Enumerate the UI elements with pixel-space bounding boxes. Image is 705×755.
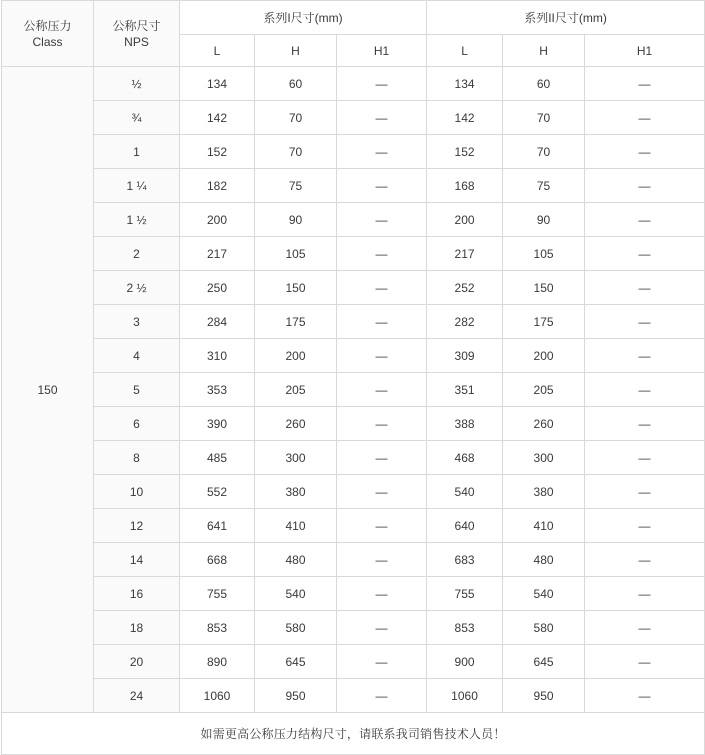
cell-nps: 1 [94, 135, 180, 169]
cell-s1-h1: — [337, 101, 427, 135]
table-row [2, 645, 705, 679]
header-nominal-pressure-cn: 公称压力 [23, 19, 72, 33]
table-row [2, 169, 705, 203]
cell-s2-l: 755 [427, 577, 503, 611]
header-nominal-size-cn: 公称尺寸 [112, 19, 161, 33]
cell-s1-l: 182 [180, 169, 255, 203]
cell-s1-h1: — [337, 373, 427, 407]
table-row [2, 339, 705, 373]
cell-s1-h: 105 [255, 237, 337, 271]
cell-nps: 2 ½ [94, 271, 180, 305]
header-s1-h1: H1 [337, 35, 427, 67]
cell-s2-h: 105 [503, 237, 585, 271]
header-nominal-pressure [2, 1, 94, 67]
cell-nps: ½ [94, 67, 180, 101]
cell-s1-h: 480 [255, 543, 337, 577]
cell-s2-h: 75 [503, 169, 585, 203]
cell-s2-l: 468 [427, 441, 503, 475]
cell-s1-h: 950 [255, 679, 337, 713]
cell-s2-h1: — [585, 101, 705, 135]
cell-s2-h1: — [585, 441, 705, 475]
table-row [2, 509, 705, 543]
cell-s2-l: 853 [427, 611, 503, 645]
cell-s1-h: 75 [255, 169, 337, 203]
table-body [2, 67, 705, 713]
cell-s2-l: 134 [427, 67, 503, 101]
cell-nps: 3 [94, 305, 180, 339]
cell-s2-h1: — [585, 271, 705, 305]
cell-s1-l: 1060 [180, 679, 255, 713]
cell-s1-h: 90 [255, 203, 337, 237]
cell-s1-h: 60 [255, 67, 337, 101]
cell-s2-h: 580 [503, 611, 585, 645]
cell-nps: 24 [94, 679, 180, 713]
header-s1-h: H [255, 35, 337, 67]
header-nominal-size-en: NPS [124, 35, 149, 49]
table-row [2, 203, 705, 237]
cell-s1-l: 552 [180, 475, 255, 509]
cell-s1-h1: — [337, 237, 427, 271]
cell-s1-l: 755 [180, 577, 255, 611]
header-s2-h1: H1 [585, 35, 705, 67]
cell-nps: 6 [94, 407, 180, 441]
cell-s2-h: 70 [503, 101, 585, 135]
cell-nps: 5 [94, 373, 180, 407]
cell-s2-h: 205 [503, 373, 585, 407]
cell-s2-h1: — [585, 577, 705, 611]
cell-s2-h1: — [585, 543, 705, 577]
cell-s2-h: 70 [503, 135, 585, 169]
cell-s2-h1: — [585, 203, 705, 237]
cell-s2-h1: — [585, 373, 705, 407]
cell-s2-h1: — [585, 169, 705, 203]
cell-s1-l: 668 [180, 543, 255, 577]
table-row [2, 271, 705, 305]
table-head [2, 1, 705, 67]
cell-s1-h1: — [337, 509, 427, 543]
cell-s2-h1: — [585, 67, 705, 101]
cell-s2-h: 410 [503, 509, 585, 543]
table-row [2, 407, 705, 441]
cell-s2-h1: — [585, 509, 705, 543]
cell-s2-l: 1060 [427, 679, 503, 713]
header-nominal-size [94, 1, 180, 67]
cell-s1-l: 353 [180, 373, 255, 407]
cell-s2-l: 309 [427, 339, 503, 373]
cell-s2-l: 252 [427, 271, 503, 305]
cell-nps: 14 [94, 543, 180, 577]
cell-nps: 12 [94, 509, 180, 543]
cell-s1-h: 70 [255, 101, 337, 135]
header-s2-h: H [503, 35, 585, 67]
cell-s1-h: 200 [255, 339, 337, 373]
cell-s1-h1: — [337, 339, 427, 373]
cell-s1-l: 134 [180, 67, 255, 101]
header-s1-l: L [180, 35, 255, 67]
cell-s1-h1: — [337, 543, 427, 577]
cell-s2-h1: — [585, 305, 705, 339]
cell-nps: 8 [94, 441, 180, 475]
cell-s1-h: 205 [255, 373, 337, 407]
table-row [2, 611, 705, 645]
cell-nps: 1 ½ [94, 203, 180, 237]
table-row [2, 305, 705, 339]
cell-s2-l: 540 [427, 475, 503, 509]
cell-s2-l: 152 [427, 135, 503, 169]
cell-s1-h1: — [337, 169, 427, 203]
cell-s2-h: 150 [503, 271, 585, 305]
footer-note: 如需更高公称压力结构尺寸，请联系我司销售技术人员！ [2, 713, 705, 755]
cell-s1-h: 260 [255, 407, 337, 441]
table-row [2, 135, 705, 169]
cell-s1-l: 853 [180, 611, 255, 645]
cell-s1-h: 580 [255, 611, 337, 645]
cell-s2-h1: — [585, 339, 705, 373]
header-series-1: 系列I尺寸(mm) [180, 1, 427, 35]
cell-s1-h: 380 [255, 475, 337, 509]
cell-s1-l: 284 [180, 305, 255, 339]
table-row [2, 101, 705, 135]
cell-s1-h1: — [337, 475, 427, 509]
cell-s2-h: 200 [503, 339, 585, 373]
cell-nps: 10 [94, 475, 180, 509]
cell-s1-h1: — [337, 577, 427, 611]
cell-s1-h: 410 [255, 509, 337, 543]
cell-s2-h: 645 [503, 645, 585, 679]
cell-s1-h1: — [337, 305, 427, 339]
cell-s1-h1: — [337, 407, 427, 441]
table-row [2, 543, 705, 577]
cell-s1-l: 217 [180, 237, 255, 271]
cell-s2-h1: — [585, 645, 705, 679]
cell-s1-l: 390 [180, 407, 255, 441]
cell-s2-l: 200 [427, 203, 503, 237]
table-foot [2, 713, 705, 755]
cell-s2-l: 217 [427, 237, 503, 271]
dimension-table [1, 0, 705, 755]
cell-s1-h1: — [337, 67, 427, 101]
cell-s1-l: 890 [180, 645, 255, 679]
cell-s2-l: 683 [427, 543, 503, 577]
cell-s1-l: 485 [180, 441, 255, 475]
cell-s2-h1: — [585, 679, 705, 713]
cell-s1-h: 645 [255, 645, 337, 679]
cell-s1-h1: — [337, 203, 427, 237]
cell-class-value: 150 [2, 67, 94, 713]
cell-s2-h: 480 [503, 543, 585, 577]
cell-s2-l: 168 [427, 169, 503, 203]
cell-s1-h1: — [337, 441, 427, 475]
cell-s1-h: 300 [255, 441, 337, 475]
cell-s1-l: 142 [180, 101, 255, 135]
cell-s1-l: 200 [180, 203, 255, 237]
table-row [2, 577, 705, 611]
cell-nps: 20 [94, 645, 180, 679]
cell-s2-h: 90 [503, 203, 585, 237]
cell-nps: 2 [94, 237, 180, 271]
header-row-1 [2, 1, 705, 35]
cell-s2-h: 175 [503, 305, 585, 339]
cell-s2-h1: — [585, 407, 705, 441]
cell-s2-l: 142 [427, 101, 503, 135]
cell-s1-h: 150 [255, 271, 337, 305]
cell-s2-l: 351 [427, 373, 503, 407]
cell-s2-h: 60 [503, 67, 585, 101]
cell-s1-l: 250 [180, 271, 255, 305]
cell-s1-h1: — [337, 645, 427, 679]
header-s2-l: L [427, 35, 503, 67]
header-nominal-pressure-en: Class [32, 35, 63, 49]
cell-s2-h: 380 [503, 475, 585, 509]
cell-s1-l: 641 [180, 509, 255, 543]
cell-s1-h1: — [337, 135, 427, 169]
cell-s2-h: 950 [503, 679, 585, 713]
cell-nps: ¾ [94, 101, 180, 135]
cell-s1-l: 152 [180, 135, 255, 169]
cell-s1-h: 540 [255, 577, 337, 611]
cell-s1-l: 310 [180, 339, 255, 373]
cell-s2-h1: — [585, 135, 705, 169]
table-row [2, 679, 705, 713]
cell-nps: 1 ¼ [94, 169, 180, 203]
cell-s2-l: 640 [427, 509, 503, 543]
cell-nps: 4 [94, 339, 180, 373]
cell-nps: 16 [94, 577, 180, 611]
cell-s2-h1: — [585, 475, 705, 509]
table-row [2, 441, 705, 475]
cell-s1-h1: — [337, 271, 427, 305]
cell-nps: 18 [94, 611, 180, 645]
cell-s2-h1: — [585, 611, 705, 645]
cell-s1-h1: — [337, 611, 427, 645]
cell-s2-l: 388 [427, 407, 503, 441]
cell-s1-h: 175 [255, 305, 337, 339]
cell-s1-h: 70 [255, 135, 337, 169]
table-row [2, 475, 705, 509]
table-row [2, 373, 705, 407]
table-row [2, 67, 705, 101]
footer-row [2, 713, 705, 755]
cell-s1-h1: — [337, 679, 427, 713]
cell-s2-h1: — [585, 237, 705, 271]
cell-s2-l: 900 [427, 645, 503, 679]
table-row [2, 237, 705, 271]
cell-s2-l: 282 [427, 305, 503, 339]
header-series-2: 系列II尺寸(mm) [427, 1, 705, 35]
cell-s2-h: 260 [503, 407, 585, 441]
cell-s2-h: 300 [503, 441, 585, 475]
cell-s2-h: 540 [503, 577, 585, 611]
